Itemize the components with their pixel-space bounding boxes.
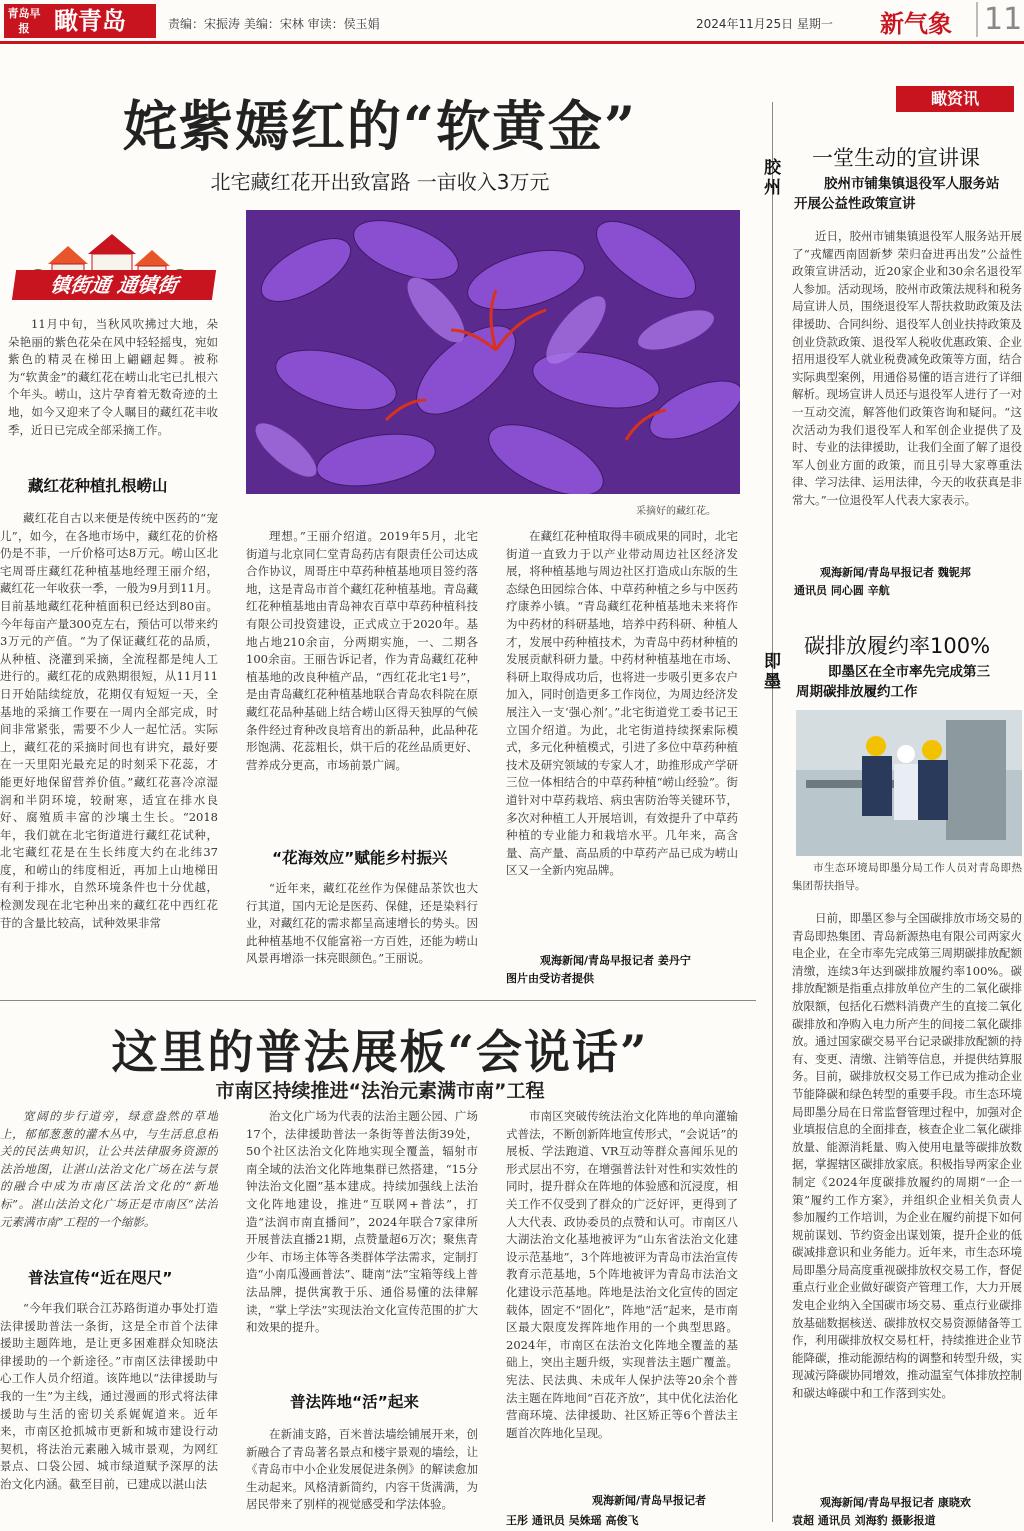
story2-column-2b: 在新浦支路，百米普法墙绘铺展开来，创新融合了青岛著名景点和楼宇景观的墙绘，让《青岛市中小企业发展促进条例》的解读愈加生动起来。风格清新简约，内容干货满满，为居民带来了别样的视觉感受和学法体验。 bbox=[246, 1427, 478, 1512]
story2-subhead-2: 普法阵地“活”起来 bbox=[290, 1393, 419, 1411]
brief1-subhead-1: 胶州市铺集镇退役军人服务站 bbox=[824, 176, 1000, 192]
issue-date: 2024年11月25日 星期一 bbox=[696, 17, 833, 31]
story1-column-2a: 理想。”王丽介绍道。2019年5月，北宅街道与北京同仁堂青岛药店有限责任公司达成合作协议，周哥庄中草药种植基地项目签约落地，这是青岛市首个藏红花种植基地。青岛藏红花种植基地由青岛神农百草中草药种植科技有限公司投资建设，正式成立于2020年。基地占地210余亩，分两期实施，一、二期各100余亩。王丽告诉记者，作为青岛藏红花种植基地的改良种植产品，“西红花北宅1号”，是由青岛藏红花种植基地联合青岛农科院在原藏红花品种基础上结合崂山区得天独厚的气候条件经过育种改良培育出的新品种，此品种花形饱满、花蕊粗长，烘干后的花丝品质更好、营养成分更高，市场前景广阔。 bbox=[246, 529, 478, 772]
story1-column-2b: “近年来，藏红花丝作为保健品茶饮也大行其道，国内无论是医药、保健，还是染料行业，对藏红花的需求都呈高速增长的势头。因此种植基地不仅能富裕一方百姓，还能为崂山风景再增添一抹亮眼颜色。”王丽说。 bbox=[246, 881, 478, 966]
story1-intro: 11月中旬，当秋风吹拂过大地，朵朵艳丽的紫色花朵在风中轻轻摇曳，宛如紫色的精灵在梯田上翩翩起舞。被称为“软黄金”的藏红花在崂山北宅已扎根六个年头。崂山，这片孕育着无数奇迹的土地，如今又迎来了令人瞩目的藏红花丰收季，近日已完成全部采摘工作。 bbox=[8, 317, 218, 437]
story1-headline: 姹紫嫣红的“软黄金” bbox=[122, 94, 638, 158]
brief1-byline-reporter: 观海新闻/青岛早报记者 魏铌邦 bbox=[820, 566, 971, 579]
region-label-jimo: 即墨 bbox=[764, 652, 781, 692]
story2-subheadline: 市南区持续推进“法治元素满市南”工程 bbox=[215, 1080, 545, 1102]
story2-column-2a: 治文化广场为代表的法治主题公园、广场17个，法律援助普法一条街等普法街39处，50个社区法治文化阵地实现全覆盖，辐射市南全域的法治文化阵地集群已然搭建，“15分钟法治文化圈”基本建成。持续加强线上法治文化阵地建设，推进“互联网+普法”，打造“法润市南直播间”，2024年联合7家律所开展普法直播21期，点赞量超6万次；聚焦青少年、市场主体等各类群体学法需求，定制打造“小南瓜漫画普法”、睫南“法”宝箱等线上普法品牌，提供寓教于乐、通俗易懂的法律解读，“掌上学法”实现法治文化宣传范围的扩大和效果的提升。 bbox=[246, 1109, 478, 1335]
story1-column-3: 在藏红花种植取得丰硕成果的同时，北宅街道一直致力于以产业带动周边社区经济发展，将种植基地与周边社区打造成山东版的生态绿色田园综合体、中草药种植之乡与中医药疗康养小镇。“青岛藏红花种植基地未来将作为中药材的科研基地，培养中药科研、种植人才，发展中药种植技术，为青岛中药材种植的发展贡献科研力量。中药材种植基地在市场、科研上取得成功后，也将进一步吸引更多农户加入，同时创造更多工作岗位，为周边经济发展注入一支‘强心剂’。”北宅街道党工委书记王立国介绍道。为此，北宅街道持续探索际模式，多元化种植模式，引进了多位中草药种植技术及研究领域的专家人才，助推形成产学研三位一体相结合的中草药种植“崂山经验”。街道针对中草药栽培、病虫害防治等关键环节，多次对种植工人开展培训，有效提升了中草药种植的专业能力和栽培水平。几年来，高含量、高产量、高品质的中草药产品已成为崂山区又一全新内宛品牌。 bbox=[506, 529, 738, 878]
story2-byline-names: 王彤 通讯员 吴姝瑶 高俊飞 bbox=[506, 1514, 639, 1527]
story-divider bbox=[0, 1000, 756, 1001]
brief2-byline-reporter: 观海新闻/青岛早报记者 康晓欢 bbox=[820, 1496, 971, 1509]
newspaper-logo: 青岛早报 bbox=[4, 4, 44, 38]
brief2-subhead-1: 即墨区在全市率先完成第三 bbox=[828, 664, 990, 680]
story2-column-1: “今年我们联合江苏路街道办事处打造法律援助普法一条街，这是全市首个法律援助主题阵地，是让更多困难群众知晓法律援助的一个新途径。”市南区法律援助中心工作人员介绍道。该阵地以“法律援助与我的一生”为主线，通过漫画的形式将法律援助与生活的密切关系娓娓道来。近年来，市南区抢抓城市更新和城市建设行动契机，将法治元素融入城市景观，为网红景点、口袋公园、城市绿道赋予深厚的法治文化内涵。截至目前，已建成以湛山法 bbox=[0, 1301, 218, 1491]
brief1-body: 近日，胶州市铺集镇退役军人服务站开展了“戎耀西南固新梦 荣归奋进再出发”公益性政策宣讲活动，近20家企业和30余名退役军人参加。活动现场，胶州市政策法规科和税务局宣讲人员，围绕退役军人帮扶救助政策及法律援助、合同纠纷、退役军人创业扶持政策及创业贷款政策、退役军人税收优惠政策、企业招用退役军人就业税费减免政策等方面，结合实际典型案例，用通俗易懂的语言进行了详细解析。现场宣讲人员还与退役军人进行了一对一互动交流，解答他们政策咨询和疑问。“这次活动为我们退役军人和军创企业提供了及时、专业的法律援助，让我们全面了解了退役军人创业方面的政策，而且引导大家尊重法律、学习法律、运用法律，今天的收获真是非常大。”一位退役军人代表大家表示。 bbox=[792, 229, 1022, 507]
story1-subhead-2: “花海效应”赋能乡村振兴 bbox=[272, 849, 448, 867]
brief2-body: 日前，即墨区参与全国碳排放市场交易的青岛即热集团、青岛新源热电有限公司两家火电企业，在全市率先完成第三周期碳排放配额清缴，连续3年达到碳排放履约率100%。碳排放配额是指重点排放单位产生的二氧化碳排放限额，包括化石燃料消费产生的直接二氧化碳排放和净购入电力所产生的间接二氧化碳排放。通过国家碳交易平台记录碳排放配额的持有、变更、清缴、注销等信息，并提供结算服务。目前，碳排放权交易工作已成为推动企业节能降碳和绿色转型的重要手段。市生态环境局即墨分局在日常监督管理过程中，加强对企业填报信息的全面排查，核查企业二氧化碳排放量、能源消耗量、购入使用电量等碳排放数据，掌握辖区碳排放家底。积极指导两家企业制定《2024年度碳排放履约的周期“一企一策”履约工作方案》，并组织企业相关负责人参加履约工作培训，为企业在履约前提下如何规前谋划、节约资金出谋划策，提升企业的低碳减排意识和业务能力。近年来，市生态环境局即墨分局高度重视碳排放权交易工作，督促重点行业企业做好碳资产管理工作，大力开展发电企业纳入全国碳市场交易、重点行业碳排放基础数据核送、碳排放权交易资源储备等工作，利用碳排放权交易杠杆，持续推进企业节能降碳，推动能源结构的调整和转型升级，实现减污降碳协同增效，推动温室气体排放控制和碳达峰碳中和工作落到实处。 bbox=[792, 911, 1022, 1401]
editor-credits: 责编：宋振涛 美编：宋林 审读：侯玉娟 bbox=[168, 17, 380, 31]
column-rule bbox=[772, 102, 773, 1522]
story2-column-3: 市南区突破传统法治文化阵地的单向灌输式普法，不断创新阵地宣传形式，“会说话”的展板、学法跑道、VR互动等群众喜闻乐见的形式层出不穷，在增强普法针对性和实效性的同时，提升群众在阵地的体验感和沉浸度，相关工作不仅受到了群众的广泛好评，更得到了人大代表、政协委员的点赞和认可。市南区八大湖法治文化基地被评为“山东省法治文化建设示范基地”，3个阵地被评为青岛市法治宣传教育示范基地，5个阵地被评为青岛市法治文化建设示范基地。阵地是法治文化宣传的固定载体，固定不“固化”，阵地“活”起来，是市南区最大限度发挥阵地作用的一个典型思路。2024年，市南区在法治文化阵地全覆盖的基础上，突出主题升级，实现普法主题广覆盖。宪法、民法典、未成年人保护法等20余个普法主题在阵地间“百花齐放”，其中优化法治化营商环境、法律援助、社区矫正等6个普法主题首次阵地化呈现。 bbox=[506, 1109, 738, 1440]
story1-column-1: 藏红花自古以来便是传统中医药的“宠儿”，如今，在各地市场中，藏红花的价格仍是不菲，一斤价格可达8万元。崂山区北宅周哥庄藏红花种植基地经理王丽介绍，藏红花一年收获一季，一般为9月到11月。目前基地藏红花种植面积已经达到80亩。今年每亩产量300克左右，预估可以带来约3万元的产值。“为了保证藏红花的品质，从种植、浇灌到采摘，全流程都是纯人工进行的。藏红花的成熟期很短，从11月11日开始陆续绽放，花期仅有短短一天，全基地的采摘工作要在一周内全部完成，时间非常紧张，需要不少人一起忙活。实际上，藏红花的采摘时间也有讲究，最好要在一天里阳光最充足的时刻采下花蕊，才能更好地保留营养价值。”藏红花喜冷凉湿润和半阴环境，较耐寒，适宜在排水良好、腐殖质丰富的沙壤土生长。“2018年，我们就在北宅街道进行藏红花试种，北宅藏红花是在生长纬度大约在北纬37度，和崂山的纬度相近，再加上山地梯田有利于排水，自然环境条件也十分优越，检测发现在北宅种出来的藏红花中西红花苷的含量比较高，试种效果非常 bbox=[0, 511, 218, 930]
workers-inspection-photo bbox=[796, 710, 1022, 856]
column-badge: 镇街通 通镇街 bbox=[12, 270, 216, 300]
story1-byline-reporter: 观海新闻/青岛早报记者 姜丹宁 bbox=[540, 954, 691, 967]
saffron-flowers-photo bbox=[246, 210, 740, 494]
story1-byline-photo: 图片由受访者提供 bbox=[506, 972, 594, 985]
story2-subhead-1: 普法宣传“近在咫尺” bbox=[28, 1269, 173, 1287]
section-name: 瞰青岛 bbox=[44, 4, 156, 38]
story1-subhead-1: 藏红花种植扎根崂山 bbox=[28, 477, 168, 495]
brief2-photo-caption: 市生态环境局即墨分局工作人员对青岛即热集团帮扶指导。 bbox=[792, 862, 1022, 892]
brief1-headline: 一堂生动的宣讲课 bbox=[812, 146, 980, 170]
brief2-byline-names: 袁超 通讯员 刘海豹 摄影报道 bbox=[792, 1514, 936, 1527]
story2-intro: 宽阔的步行道旁，绿意盎然的草地上，郁郁葱葱的灌木丛中，与生活息息相关的民法典知识，让公共法律服务资源的法治地图，让湛山法治文化广场在法与景的融合中成为市南区法治文化的“新地标”。湛山法治文化广场正是市南区“法治元素满市南”工程的一个缩影。 bbox=[0, 1109, 218, 1229]
story2-byline-reporter: 观海新闻/青岛早报记者 bbox=[592, 1494, 707, 1507]
story2-headline: 这里的普法展板“会说话” bbox=[111, 1025, 649, 1079]
story1-subheadline: 北宅藏红花开出致富路 一亩收入3万元 bbox=[210, 170, 550, 194]
brief1-subhead-2: 开展公益性政策宣讲 bbox=[794, 196, 916, 212]
brief2-headline: 碳排放履约率100% bbox=[804, 634, 991, 658]
region-label-jiaozhou: 胶州 bbox=[764, 158, 781, 198]
column-name: 新气象 bbox=[880, 10, 952, 38]
photo-caption: 采摘好的藏红花。 bbox=[636, 506, 716, 517]
brief2-subhead-2: 周期碳排放履约工作 bbox=[796, 684, 918, 700]
brief1-byline-names: 通讯员 同心圆 辛航 bbox=[794, 584, 890, 597]
page-number: 11 bbox=[976, 2, 1022, 37]
news-brief-tag: 瞰资讯 bbox=[896, 86, 1014, 112]
masthead bbox=[0, 0, 1024, 44]
